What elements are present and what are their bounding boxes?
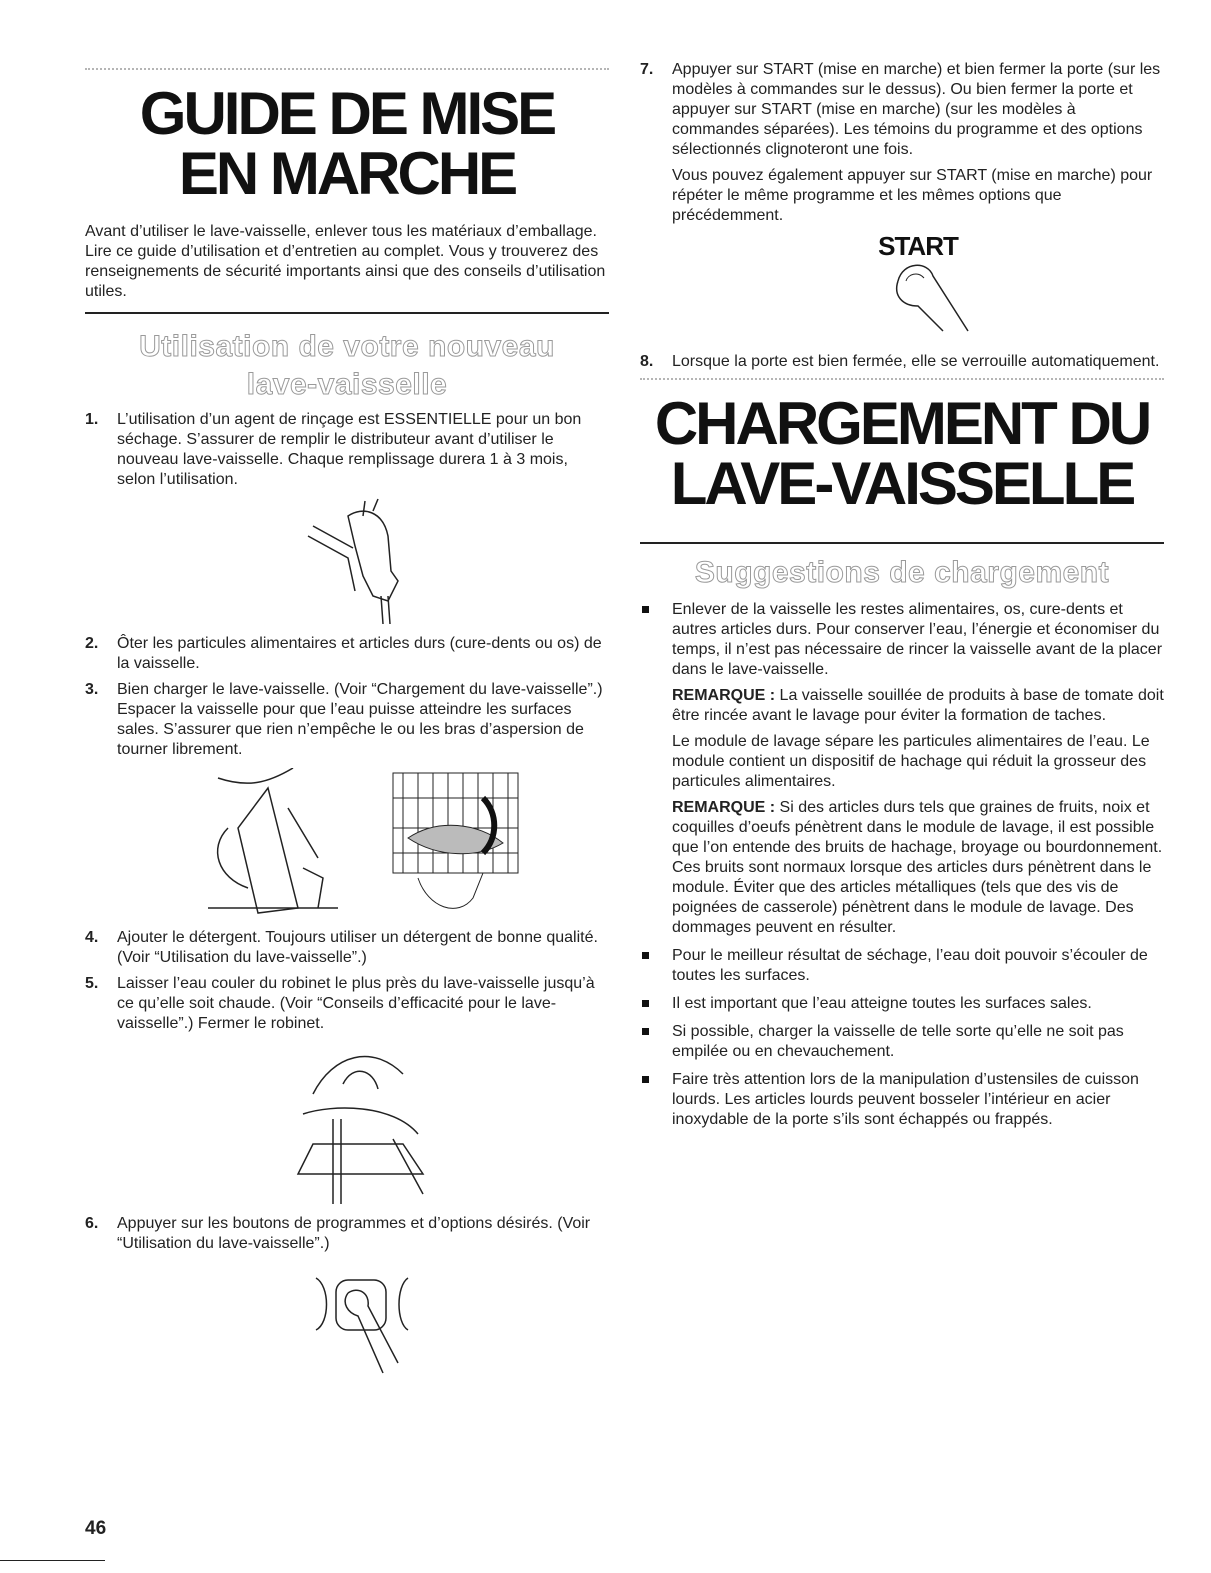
button-press-illustration bbox=[308, 1268, 418, 1378]
footer-rule bbox=[0, 1560, 105, 1561]
section-heading: Utilisation de votre nouveau lave-vaisselle bbox=[139, 330, 555, 401]
loading-title: CHARGEMENT DU LAVE-VAISSELLE bbox=[654, 390, 1150, 517]
step-item: 1. L’utilisation d’un agent de rinçage est ESSENTIELLE pour un bon séchage. S’assurer de remplir le distributeur avant d’utiliser le nouveau lave-vaisselle. Chaque remplissage durera 1 à 3 mois, selon l’utilisation. bbox=[85, 410, 609, 626]
left-column bbox=[85, 60, 609, 1378]
title-line-2: EN MARCHE bbox=[178, 140, 516, 207]
start-label: START bbox=[878, 231, 958, 261]
page-number: 46 bbox=[85, 1518, 107, 1539]
steps-list-continued bbox=[640, 60, 1164, 372]
bullet-marker bbox=[642, 1000, 649, 1007]
start-illustration bbox=[672, 231, 1164, 342]
bullet-marker bbox=[642, 952, 649, 959]
step-item: 5. Laisser l’eau couler du robinet le plus près du lave-vaisselle jusqu’à ce qu’elle soit chaude. (Voir “Conseils d’efficacité pour le lave-vaisselle”.) Fermer le robinet. bbox=[85, 974, 609, 1204]
title-line-1: GUIDE DE MISE bbox=[139, 80, 555, 147]
intro-paragraph: Avant d’utiliser le lave-vaisselle, enlever tous les matériaux d’emballage. Lire ce guide d’utilisation et d’entretien au complet. Vous y trouverez des renseignements de sécurité importants ainsi que des conseils d’utilisation utiles. bbox=[85, 223, 606, 300]
top-dotted-rule bbox=[85, 68, 609, 70]
right-column bbox=[640, 60, 1164, 1138]
rinse-aid-illustration bbox=[293, 496, 433, 626]
bullet-marker bbox=[642, 606, 649, 613]
step-item: 6. Appuyer sur les boutons de programmes et d’options désirés. (Voir “Utilisation du lave-vaisselle”.) bbox=[85, 1214, 609, 1378]
loading-section-rule bbox=[640, 542, 1164, 544]
bullet-marker bbox=[642, 1076, 649, 1083]
bullet-item: Faire très attention lors de la manipulation d’ustensiles de cuisson lourds. Les articles lourds peuvent bosseler l’intérieur en acier inoxydable de la porte s’ils sont échappés ou frappés. bbox=[640, 1070, 1164, 1130]
bullet-item: Si possible, charger la vaisselle de telle sorte qu’elle ne soit pas empilée ou en chevauchement. bbox=[640, 1022, 1164, 1062]
step-item: 8. Lorsque la porte est bien fermée, elle se verrouille automatiquement. bbox=[640, 353, 1160, 370]
bullet-item: Il est important que l’eau atteigne toutes les surfaces sales. bbox=[640, 994, 1164, 1014]
start-button-press-icon bbox=[888, 256, 988, 336]
bullet-item: Enlever de la vaisselle les restes alimentaires, os, cure-dents et autres articles durs. Pour conserver l’eau, l’énergie et économiser du temps, il n’est pas nécessaire de rincer la vaisselle avant de la placer dans le lave-vaisselle. REMARQUE : La vaisselle souillée de produits à base de tomate doit être rincée avant le lavage pour éviter la formation de taches. Le module de lavage sépare les particules alimentaires de l’eau. Le module contient un dispositif de hachage qui réduit la grosseur des particules alimentaires. REMARQUE : Si des articles durs tels que graines de fruits, noix et coquilles d’oeufs pénètrent dans le module de lavage, il est possible que l’on entende des bruits de hachage, broyage ou bourdonnement. Ces bruits sont normaux lorsque des articles durs pénètrent dans le module. Éviter que des articles métalliques (tels que des vis de poignées de casserole) pénètrent dans le module de lavage. Des dommages peuvent en résulter. bbox=[640, 600, 1164, 938]
step-item: 7. Appuyer sur START (mise en marche) et bien fermer la porte (sur les modèles à commandes sur le dessus). Ou bien fermer la porte et appuyer sur START (mise en marche) (sur les modèles à commandes séparées). Les témoins du programme et des options sélectionnés clignoteront une fois. Vous pouvez également appuyer sur START (mise en marche) pour répéter le même programme et les mêmes options que précédemment. START bbox=[640, 60, 1164, 342]
loading-section-heading: Suggestions de chargement bbox=[694, 556, 1110, 589]
section-rule bbox=[85, 312, 609, 314]
bullet-item: Pour le meilleur résultat de séchage, l’eau doit pouvoir s’écouler de toutes les surfaces. bbox=[640, 946, 1164, 986]
page-title bbox=[85, 80, 609, 207]
faucet-illustration bbox=[293, 1044, 433, 1204]
loading-suggestions-list bbox=[640, 600, 1164, 1130]
rack-arm-illustration bbox=[388, 768, 528, 918]
steps-list bbox=[85, 410, 609, 1378]
bullet-marker bbox=[642, 1028, 649, 1035]
step-item: 3. Bien charger le lave-vaisselle. (Voir “Chargement du lave-vaisselle”.) Espacer la vaisselle pour que l’eau puisse atteindre les surfaces sales. S’assurer que rien n’empêche le ou les bras d’aspersion de tourner librement. bbox=[85, 680, 609, 918]
hand-glass-illustration bbox=[198, 768, 348, 918]
step-item: 4. Ajouter le détergent. Toujours utiliser un détergent de bonne qualité. (Voir “Utilisation du lave-vaisselle”.) bbox=[85, 929, 598, 966]
mid-dotted-rule bbox=[640, 378, 1164, 380]
step-item: 2. Ôter les particules alimentaires et articles durs (cure-dents ou os) de la vaisselle. bbox=[85, 635, 602, 672]
loading-illustrations bbox=[117, 768, 609, 918]
